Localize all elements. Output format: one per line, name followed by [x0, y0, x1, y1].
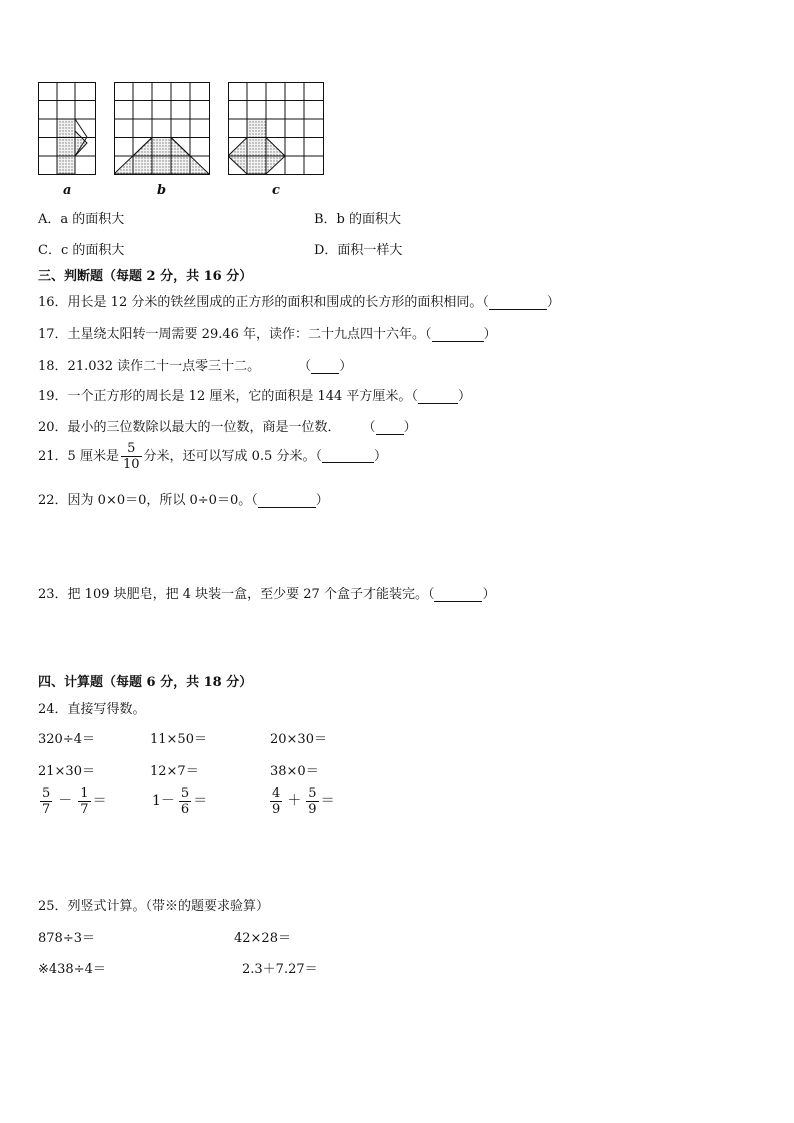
fraction-numerator: 5 — [180, 786, 190, 801]
open-paren: （ — [362, 420, 376, 435]
close-paren: ） — [403, 420, 417, 435]
answer-blank-23[interactable] — [434, 589, 482, 602]
answer-blank-22[interactable] — [258, 495, 316, 508]
figure-b-label: b — [157, 183, 167, 198]
open-paren: （ — [298, 359, 312, 374]
question-18-text: 18．21.032 读作二十一点零三十二。 — [38, 359, 261, 374]
calc-fraction-2 — [152, 786, 207, 817]
calc-38-times-0: 38×0＝ — [270, 764, 319, 779]
one-minus: 1－ — [152, 793, 175, 809]
question-17 — [38, 323, 497, 342]
calc-fraction-1 — [38, 786, 107, 817]
answer-blank-20[interactable] — [376, 422, 404, 435]
fraction-denominator: 9 — [308, 802, 317, 817]
fraction-numerator: 1 — [80, 786, 89, 801]
question-21-text-post: 分米，还可以写成 0.5 分米。（ — [143, 449, 322, 464]
question-21-text-pre: 21．5 厘米是 — [38, 449, 119, 464]
option-c: C．c 的面积大 — [38, 243, 125, 258]
calc-21-times-30: 21×30＝ — [38, 764, 95, 779]
figure-a-label: a — [63, 183, 72, 198]
fraction-numerator: 4 — [272, 786, 281, 801]
question-22 — [38, 489, 329, 508]
answer-blank-16[interactable] — [489, 297, 547, 310]
calc-42-times-28: 42×28＝ — [234, 931, 291, 946]
calc-12-times-7: 12×7＝ — [150, 764, 199, 779]
fraction-denominator: 9 — [272, 802, 281, 817]
fraction-numerator: 5 — [42, 786, 51, 801]
fraction-denominator: 7 — [80, 802, 89, 817]
option-b: B．b 的面积大 — [314, 212, 402, 227]
calc-2.3-plus-7.27: 2.3＋7.27＝ — [242, 962, 318, 977]
question-22-text: 22．因为 0×0＝0，所以 0÷0＝0。（ — [38, 493, 258, 508]
close-paren: ） — [373, 449, 387, 464]
fraction-denominator: 10 — [122, 457, 140, 472]
calc-438-div-4: ※438÷4＝ — [38, 962, 106, 977]
close-paren: ） — [457, 389, 471, 404]
fraction-4-9 — [270, 786, 282, 817]
fraction-5-6 — [179, 786, 191, 817]
answer-blank-21[interactable] — [322, 450, 374, 463]
option-a: A．a 的面积大 — [38, 212, 125, 227]
plus-sign: ＋ — [287, 793, 302, 809]
answer-blank-18[interactable] — [311, 361, 339, 374]
equals-sign: ＝ — [92, 793, 107, 809]
calc-20-times-30: 20×30＝ — [270, 732, 327, 747]
question-20 — [38, 416, 417, 435]
question-16-text: 16．用长是 12 分米的铁丝围成的正方形的面积和围成的长方形的面积相同。（ — [38, 295, 489, 310]
question-24-title: 24．直接写得数。 — [38, 702, 146, 717]
section-4-title: 四、计算题（每题 6 分，共 18 分） — [38, 675, 253, 690]
section-3-title: 三、判断题（每题 2 分，共 16 分） — [38, 269, 253, 284]
question-20-text: 20．最小的三位数除以最大的一位数，商是一位数． — [38, 420, 341, 435]
figure-c-grid — [228, 82, 324, 176]
calc-320-div-4: 320÷4＝ — [38, 732, 95, 747]
question-18 — [38, 355, 352, 374]
fraction-numerator: 5 — [127, 441, 136, 456]
question-23 — [38, 583, 495, 602]
fraction-5-7 — [40, 786, 52, 817]
figure-b-grid — [114, 82, 210, 176]
question-17-text: 17．土星绕太阳转一周需要 29.46 年，读作：二十九点四十六年。（ — [38, 327, 432, 342]
close-paren: ） — [483, 327, 497, 342]
close-paren: ） — [482, 587, 496, 602]
question-16 — [38, 291, 560, 310]
calc-11-times-50: 11×50＝ — [150, 732, 207, 747]
fraction-numerator: 5 — [308, 786, 317, 801]
question-25-title: 25．列竖式计算。（带※的题要求验算） — [38, 899, 270, 914]
fraction-1-7 — [78, 786, 90, 817]
fraction-denominator: 6 — [180, 802, 190, 817]
close-paren: ） — [339, 359, 353, 374]
answer-blank-17[interactable] — [432, 329, 484, 342]
calc-878-div-3: 878÷3＝ — [38, 931, 95, 946]
question-23-text: 23．把 109 块肥皂，把 4 块装一盒，至少要 27 个盒子才能装完。（ — [38, 587, 435, 602]
equals-sign: ＝ — [193, 793, 208, 809]
equals-sign: ＝ — [320, 793, 335, 809]
answer-blank-19[interactable] — [418, 391, 458, 404]
question-19 — [38, 385, 471, 404]
figure-a-grid — [38, 82, 96, 176]
option-d: D．面积一样大 — [314, 243, 403, 258]
minus-sign: － — [58, 793, 73, 809]
fraction-5-10 — [121, 441, 142, 472]
close-paren: ） — [315, 493, 329, 508]
close-paren: ） — [546, 295, 560, 310]
question-19-text: 19．一个正方形的周长是 12 厘米，它的面积是 144 平方厘米。（ — [38, 389, 418, 404]
calc-fraction-3 — [268, 786, 335, 817]
fraction-denominator: 7 — [42, 802, 51, 817]
question-21 — [38, 441, 387, 472]
figure-c-label: c — [272, 183, 280, 198]
fraction-5-9 — [306, 786, 318, 817]
